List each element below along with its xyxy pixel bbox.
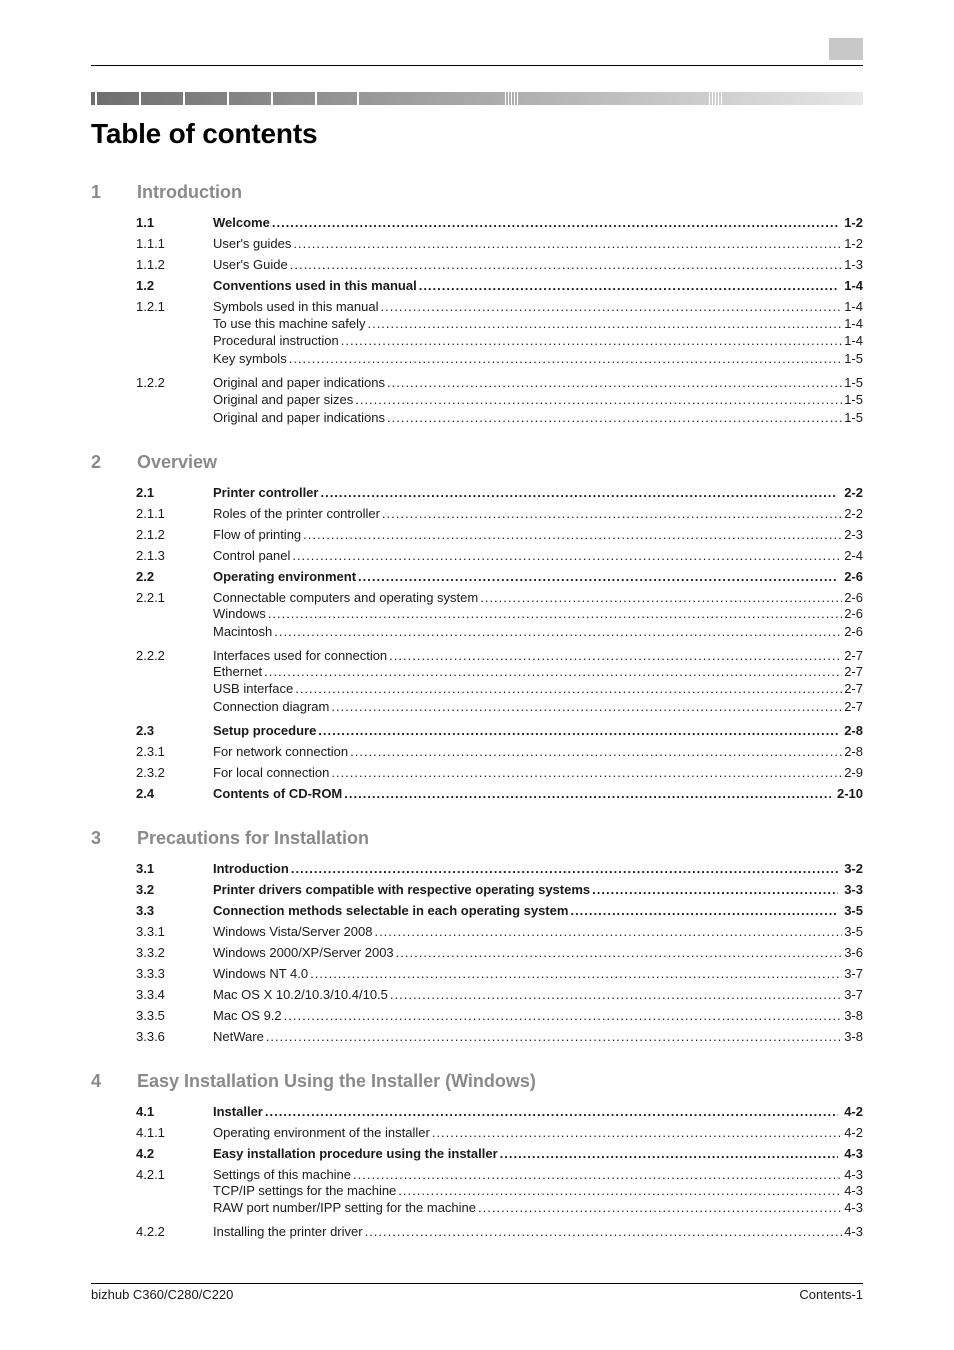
entry-body [213, 966, 863, 982]
entry-number: 3.3.4 [136, 987, 165, 1002]
entry-label: Windows NT 4.0 [213, 966, 309, 981]
entry-page-number: 2-6 [844, 606, 863, 621]
entry-body [213, 664, 863, 680]
entry-body [213, 375, 863, 391]
chapter-number: 3 [91, 828, 102, 848]
entry-number: 1.2.2 [136, 375, 165, 390]
entry-label: Symbols used in this manual [213, 299, 379, 314]
footer-rule [91, 1283, 863, 1284]
entry-page-number: 3-7 [844, 966, 863, 981]
entry-number: 3.3.1 [136, 924, 165, 939]
entry-label: Macintosh [213, 624, 273, 639]
dot-leader [390, 987, 842, 1003]
entry-page-number: 3-5 [844, 903, 863, 918]
entry-number: 4.1 [136, 1104, 155, 1119]
entry-page-number: 2-7 [844, 648, 863, 663]
entry-body [213, 1029, 863, 1045]
entry-body [213, 681, 863, 697]
toc-topic-entry[interactable] [91, 681, 863, 697]
entry-number: 3.2 [136, 882, 155, 897]
entry-label: Flow of printing [213, 527, 302, 542]
chapter-title: Overview [137, 452, 218, 472]
dot-leader [350, 744, 842, 760]
entry-label: Operating environment of the installer [213, 1125, 430, 1140]
entry-number: 2.2.1 [136, 590, 165, 605]
entry-label: Windows [213, 606, 266, 621]
dot-leader [500, 1146, 839, 1162]
entry-number: 2.3.1 [136, 744, 165, 759]
toc-subsection-entry[interactable] [91, 765, 863, 781]
entry-label: Control panel [213, 548, 291, 563]
dot-leader [292, 548, 842, 564]
entry-body [213, 410, 863, 426]
dot-leader [353, 1167, 842, 1183]
toc-topic-entry[interactable] [91, 699, 863, 715]
entry-body [213, 236, 863, 252]
dot-leader [318, 723, 838, 739]
entry-number: 3.3.5 [136, 1008, 165, 1023]
chapter-number: 4 [91, 1071, 102, 1091]
dot-leader [389, 648, 842, 664]
entry-page-number: 1-3 [844, 257, 863, 272]
entry-page-number: 2-2 [844, 506, 863, 521]
toc-subsection-entry[interactable] [91, 1125, 863, 1141]
entry-label: NetWare [213, 1029, 264, 1044]
entry-label: USB interface [213, 681, 294, 696]
entry-body [213, 882, 863, 898]
entry-page-number: 1-4 [844, 299, 863, 314]
entry-body [213, 1008, 863, 1024]
toc-subsection-entry[interactable] [91, 1008, 863, 1024]
entry-number: 3.3.2 [136, 945, 165, 960]
dot-leader [478, 1200, 842, 1216]
entry-label: Installing the printer driver [213, 1224, 363, 1239]
toc-section-entry[interactable] [91, 786, 863, 802]
entry-body [213, 699, 863, 715]
entry-page-number: 1-5 [844, 410, 863, 425]
entry-page-number: 1-5 [844, 351, 863, 366]
toc-subsection-entry[interactable] [91, 744, 863, 760]
toc-subsection-entry[interactable] [91, 966, 863, 982]
entry-body [213, 1146, 863, 1162]
entry-body [213, 215, 863, 231]
entry-number: 2.4 [136, 786, 155, 801]
dot-leader [341, 333, 842, 349]
dot-leader [380, 299, 842, 315]
entry-page-number: 3-3 [844, 882, 863, 897]
entry-label: Connection methods selectable in each operating system [213, 903, 569, 918]
entry-page-number: 2-10 [836, 786, 863, 801]
entry-page-number: 4-3 [844, 1167, 863, 1182]
dot-leader [365, 1224, 843, 1240]
entry-number: 2.2.2 [136, 648, 165, 663]
dot-leader [274, 624, 842, 640]
dot-leader [320, 485, 838, 501]
entry-label: Mac OS X 10.2/10.3/10.4/10.5 [213, 987, 388, 1002]
entry-body [213, 278, 863, 294]
dot-leader [290, 257, 842, 273]
dot-leader [293, 236, 842, 252]
toc-topic-entry[interactable] [91, 606, 863, 622]
dot-leader [264, 664, 842, 680]
entry-page-number: 2-3 [844, 527, 863, 542]
entry-label: Original and paper indications [213, 375, 385, 390]
entry-label: For network connection [213, 744, 349, 759]
dot-leader [358, 569, 838, 585]
toc-section-entry[interactable] [91, 903, 863, 919]
dot-leader [374, 924, 842, 940]
chapter-title: Introduction [137, 182, 242, 202]
toc-section-entry[interactable] [91, 723, 863, 739]
entry-number: 3.3.3 [136, 966, 165, 981]
dot-leader [331, 765, 842, 781]
dot-leader [291, 861, 838, 877]
entry-number: 3.3.6 [136, 1029, 165, 1044]
entry-body [213, 861, 863, 877]
entry-page-number: 3-7 [844, 987, 863, 1002]
dot-leader [382, 506, 842, 522]
toc-topic-entry[interactable] [91, 316, 863, 332]
dot-leader [268, 606, 842, 622]
entry-body [213, 1183, 863, 1199]
entry-number: 3.1 [136, 861, 155, 876]
toc-subsection-entry[interactable] [91, 648, 863, 664]
chapter-title: Precautions for Installation [137, 828, 370, 848]
entry-body [213, 987, 863, 1003]
entry-label: Installer [213, 1104, 263, 1119]
toc-topic-entry[interactable] [91, 410, 863, 426]
entry-label: Original and paper indications [213, 410, 385, 425]
page-corner-tab [829, 38, 863, 60]
entry-page-number: 4-2 [844, 1125, 863, 1140]
entry-label: Connection diagram [213, 699, 330, 714]
entry-page-number: 2-6 [844, 624, 863, 639]
entry-body [213, 392, 863, 408]
toc-section-entry[interactable] [91, 278, 863, 294]
entry-body [213, 1200, 863, 1216]
entry-number: 2.3.2 [136, 765, 165, 780]
entry-body [213, 1224, 863, 1240]
table-of-contents [91, 182, 863, 1240]
dot-leader [396, 945, 843, 961]
toc-topic-entry[interactable] [91, 664, 863, 680]
entry-page-number: 2-6 [844, 590, 863, 605]
entry-number: 1.1.1 [136, 236, 165, 251]
entry-label: Setup procedure [213, 723, 317, 738]
entry-body [213, 786, 863, 802]
dot-leader [284, 1008, 843, 1024]
chapter-section [91, 1071, 863, 1240]
entry-number: 2.2 [136, 569, 155, 584]
entry-page-number: 3-2 [844, 861, 863, 876]
toc-topic-entry[interactable] [91, 624, 863, 640]
entry-number: 4.2.2 [136, 1224, 165, 1239]
entry-number: 2.1.3 [136, 548, 165, 563]
entry-label: Roles of the printer controller [213, 506, 380, 521]
entry-body [213, 333, 863, 349]
toc-section-entry[interactable] [91, 1146, 863, 1162]
toc-topic-entry[interactable] [91, 392, 863, 408]
entry-body [213, 506, 863, 522]
entry-body [213, 903, 863, 919]
entry-body [213, 1167, 863, 1183]
dot-leader [419, 278, 839, 294]
entry-number: 2.1.1 [136, 506, 165, 521]
dot-leader [570, 903, 838, 919]
dot-leader [592, 882, 838, 898]
entry-body [213, 945, 863, 961]
chapter-section [91, 452, 863, 802]
dot-leader [310, 966, 842, 982]
entry-label: Connectable computers and operating system [213, 590, 479, 605]
toc-subsection-entry[interactable] [91, 375, 863, 391]
toc-subsection-entry[interactable] [91, 257, 863, 273]
entry-body [213, 257, 863, 273]
toc-subsection-entry[interactable] [91, 236, 863, 252]
entry-label: Contents of CD-ROM [213, 786, 343, 801]
entry-number: 1.2.1 [136, 299, 165, 314]
entry-page-number: 1-5 [844, 392, 863, 407]
entry-body [213, 924, 863, 940]
entry-label: RAW port number/IPP setting for the machine [213, 1200, 477, 1215]
toc-section-entry[interactable] [91, 569, 863, 585]
toc-subsection-entry[interactable] [91, 506, 863, 522]
entry-label: Ethernet [213, 664, 263, 679]
entry-page-number: 4-3 [844, 1146, 863, 1161]
entry-label: Printer controller [213, 485, 319, 500]
entry-number: 1.2 [136, 278, 155, 293]
toc-subsection-entry[interactable] [91, 548, 863, 564]
entry-label: Windows 2000/XP/Server 2003 [213, 945, 394, 960]
chapter-heading[interactable] [91, 452, 863, 478]
decorative-gradient-bar [91, 92, 863, 105]
entry-page-number: 4-2 [844, 1104, 863, 1119]
entry-page-number: 1-4 [844, 316, 863, 331]
entry-page-number: 2-8 [844, 744, 863, 759]
chapter-heading[interactable] [91, 182, 863, 208]
toc-subsection-entry[interactable] [91, 299, 863, 315]
toc-subsection-entry[interactable] [91, 987, 863, 1003]
toc-subsection-entry[interactable] [91, 1029, 863, 1045]
toc-subsection-entry[interactable] [91, 590, 863, 606]
entry-page-number: 1-4 [844, 333, 863, 348]
entry-body [213, 723, 863, 739]
toc-section-entry[interactable] [91, 1104, 863, 1120]
entry-page-number: 3-6 [844, 945, 863, 960]
toc-subsection-entry[interactable] [91, 1167, 863, 1183]
dot-leader [480, 590, 842, 606]
dot-leader [344, 786, 831, 802]
toc-topic-entry[interactable] [91, 1183, 863, 1199]
toc-topic-entry[interactable] [91, 1200, 863, 1216]
entry-number: 3.3 [136, 903, 155, 918]
page-title: Table of contents [91, 118, 318, 149]
toc-subsection-entry[interactable] [91, 527, 863, 543]
entry-page-number: 2-7 [844, 699, 863, 714]
toc-section-entry[interactable] [91, 485, 863, 501]
entry-page-number: 1-2 [844, 236, 863, 251]
entry-label: Easy installation procedure using the installer [213, 1146, 498, 1161]
entry-label: Mac OS 9.2 [213, 1008, 282, 1023]
dot-leader [272, 215, 838, 231]
chapter-section [91, 182, 863, 426]
entry-label: TCP/IP settings for the machine [213, 1183, 397, 1198]
entry-body [213, 548, 863, 564]
entry-page-number: 4-3 [844, 1200, 863, 1215]
entry-body [213, 316, 863, 332]
toc-section-entry[interactable] [91, 215, 863, 231]
toc-section-entry[interactable] [91, 882, 863, 898]
entry-page-number: 2-6 [844, 569, 863, 584]
entry-page-number: 2-4 [844, 548, 863, 563]
entry-number: 1.1 [136, 215, 155, 230]
entry-label: Welcome [213, 215, 270, 230]
entry-page-number: 2-7 [844, 664, 863, 679]
toc-subsection-entry[interactable] [91, 1224, 863, 1240]
entry-label: Procedural instruction [213, 333, 339, 348]
entry-label: Key symbols [213, 351, 287, 366]
entry-label: User's Guide [213, 257, 288, 272]
entry-page-number: 2-7 [844, 681, 863, 696]
entry-label: To use this machine safely [213, 316, 366, 331]
entry-page-number: 2-9 [844, 765, 863, 780]
footer-page-number: Contents-1 [799, 1287, 863, 1302]
entry-page-number: 2-2 [844, 485, 863, 500]
entry-body [213, 351, 863, 367]
entry-body [213, 590, 863, 606]
entry-label: Operating environment [213, 569, 357, 584]
entry-page-number: 3-8 [844, 1008, 863, 1023]
toc-topic-entry[interactable] [91, 333, 863, 349]
dot-leader [289, 351, 843, 367]
toc-section-entry[interactable] [91, 861, 863, 877]
entry-page-number: 4-3 [844, 1224, 863, 1239]
chapter-heading[interactable] [91, 828, 863, 854]
entry-body [213, 744, 863, 760]
dot-leader [387, 410, 842, 426]
entry-body [213, 485, 863, 501]
toc-subsection-entry[interactable] [91, 945, 863, 961]
entry-body [213, 299, 863, 315]
entry-number: 2.3 [136, 723, 155, 738]
dot-leader [266, 1029, 842, 1045]
chapter-section [91, 828, 863, 1045]
chapter-number: 2 [91, 452, 102, 472]
header-rule [91, 65, 863, 66]
entry-page-number: 4-3 [844, 1183, 863, 1198]
entry-body [213, 606, 863, 622]
entry-label: Original and paper sizes [213, 392, 354, 407]
entry-page-number: 1-4 [844, 278, 863, 293]
entry-body [213, 1104, 863, 1120]
entry-body [213, 765, 863, 781]
chapter-title: Easy Installation Using the Installer (Windows) [137, 1071, 536, 1091]
entry-label: Interfaces used for connection [213, 648, 388, 663]
entry-page-number: 3-5 [844, 924, 863, 939]
dot-leader [398, 1183, 842, 1199]
entry-number: 1.1.2 [136, 257, 165, 272]
dot-leader [432, 1125, 842, 1141]
entry-body [213, 569, 863, 585]
toc-topic-entry[interactable] [91, 351, 863, 367]
entry-body [213, 624, 863, 640]
dot-leader [387, 375, 842, 391]
dot-leader [303, 527, 842, 543]
entry-body [213, 648, 863, 664]
entry-page-number: 2-8 [844, 723, 863, 738]
entry-body [213, 527, 863, 543]
entry-number: 2.1.2 [136, 527, 165, 542]
dot-leader [355, 392, 842, 408]
dot-leader [295, 681, 842, 697]
entry-number: 4.2 [136, 1146, 155, 1161]
entry-label: For local connection [213, 765, 330, 780]
dot-leader [331, 699, 842, 715]
entry-label: Windows Vista/Server 2008 [213, 924, 373, 939]
entry-page-number: 1-5 [844, 375, 863, 390]
entry-label: Printer drivers compatible with respective operating systems [213, 882, 591, 897]
entry-number: 4.2.1 [136, 1167, 165, 1182]
entry-number: 4.1.1 [136, 1125, 165, 1140]
entry-label: Settings of this machine [213, 1167, 352, 1182]
entry-body [213, 1125, 863, 1141]
dot-leader [367, 316, 842, 332]
footer-product-name: bizhub C360/C280/C220 [91, 1287, 234, 1302]
entry-label: Introduction [213, 861, 289, 876]
entry-page-number: 3-8 [844, 1029, 863, 1044]
dot-leader [265, 1104, 838, 1120]
entry-number: 2.1 [136, 485, 155, 500]
chapter-heading[interactable] [91, 1071, 863, 1097]
entry-label: User's guides [213, 236, 292, 251]
toc-subsection-entry[interactable] [91, 924, 863, 940]
chapter-number: 1 [91, 182, 102, 202]
entry-page-number: 1-2 [844, 215, 863, 230]
entry-label: Conventions used in this manual [213, 278, 417, 293]
